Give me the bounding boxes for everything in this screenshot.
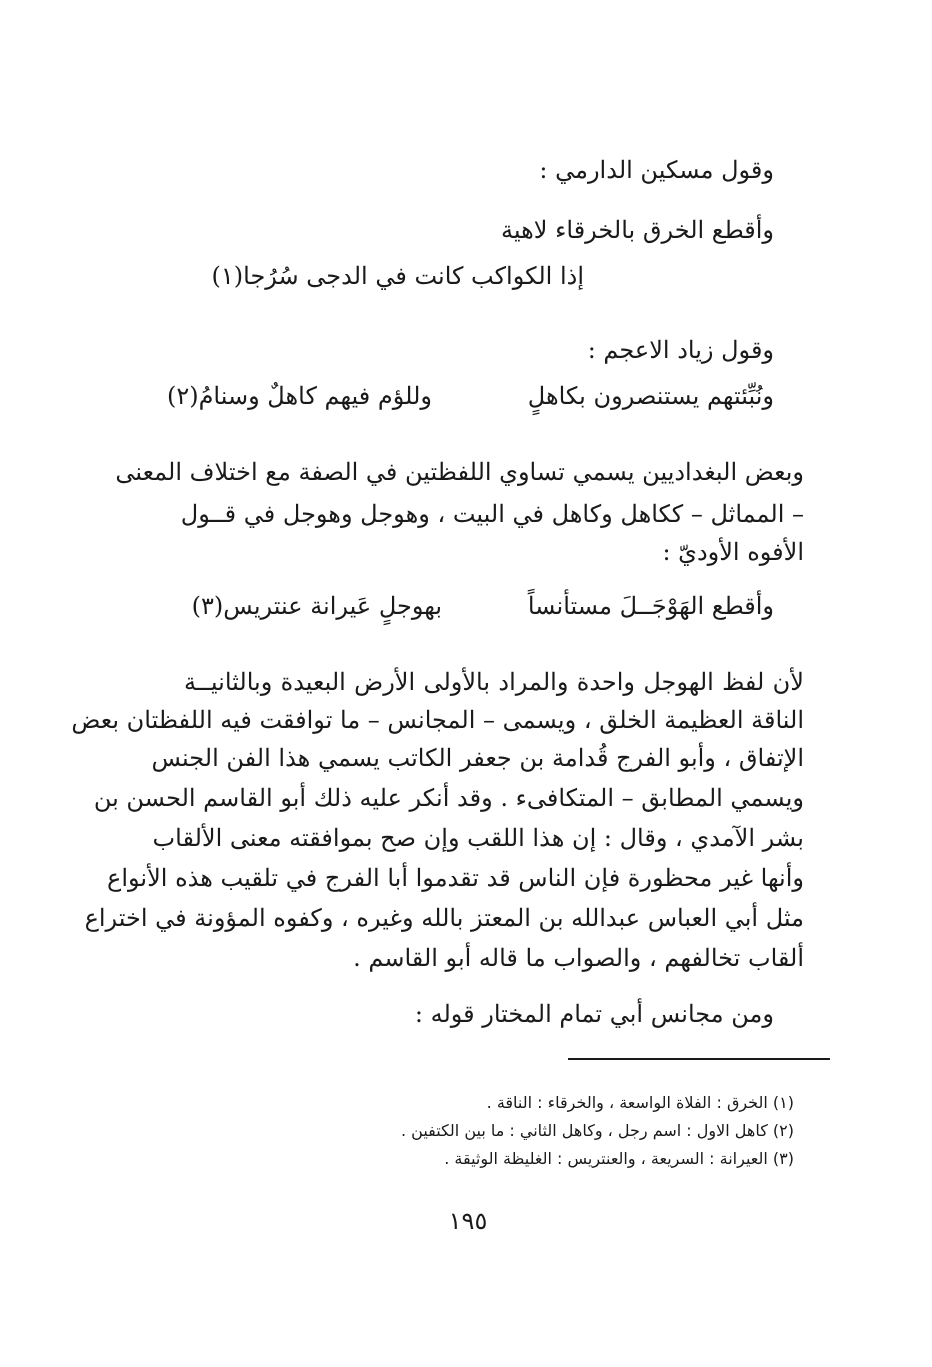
- paragraph-line: – المماثل – ككاهل وكاهل في البيت ، وهوجل وهوجل في قــول: [180, 500, 804, 528]
- footnote-3: (٣) العيرانة : السريعة ، والعنتريس : الغليظة الوثيقة .: [444, 1149, 794, 1168]
- abu-tammam-intro: ومن مجانس أبي تمام المختار قوله :: [414, 1000, 774, 1028]
- paragraph-line: الإتفاق ، وأبو الفرج قُدامة بن جعفر الكاتب يسمي هذا الفن الجنس: [151, 744, 804, 772]
- paragraph-line: بشر الآمدي ، وقال : إن هذا اللقب وإن صح بموافقته معنى الألقاب: [152, 824, 804, 852]
- paragraph-line: ألقاب تخالفهم ، والصواب ما قاله أبو القاسم .: [353, 944, 804, 972]
- paragraph-line: مثل أبي العباس عبدالله بن المعتز بالله وغيره ، وكفوه المؤونة في اختراع: [84, 904, 804, 932]
- footnote-divider: [568, 1058, 830, 1060]
- paragraph-line: ويسمي المطابق – المتكافىء . وقد أنكر عليه ذلك أبو القاسم الحسن بن: [93, 784, 804, 812]
- paragraph-line: وأنها غير محظورة فإن الناس قد تقدموا أبا الفرج في تلقيب هذه الأنواع: [107, 864, 804, 892]
- verse-line-second-hemistich: إذا الكواكب كانت في الدجى سُرُجا(١): [211, 262, 584, 290]
- paragraph-line: الناقة العظيمة الخلق ، ويسمى – المجانس – ما توافقت فيه اللفظتان بعض: [71, 706, 804, 734]
- page-number: ١٩٥: [448, 1207, 488, 1235]
- verse-afwah-first-hemistich: وأقطع الهَوْجَــلَ مستأنساً: [527, 592, 774, 620]
- verse-ziyad-second-hemistich: وللؤم فيهم كاهلٌ وسنامُ(٢): [166, 382, 432, 410]
- footnote-2: (٢) كاهل الاول : اسم رجل ، وكاهل الثاني : ما بين الكتفين .: [400, 1121, 794, 1140]
- verse-intro-ziyad: وقول زياد الاعجم :: [587, 336, 774, 364]
- paragraph-line: الأفوه الأوديّ :: [662, 538, 804, 566]
- verse-afwah-second-hemistich: بهوجلٍ عَيرانة عنتريس(٣): [191, 592, 442, 620]
- paragraph-line: وبعض البغداديين يسمي تساوي اللفظتين في الصفة مع اختلاف المعنى: [115, 458, 804, 486]
- verse-line-first-hemistich: وأقطع الخرق بالخرقاء لاهية: [501, 216, 774, 244]
- paragraph-line: لأن لفظ الهوجل واحدة والمراد بالأولى الأرض البعيدة وبالثانيــة: [184, 668, 804, 696]
- verse-ziyad-first-hemistich: ونُبِّئتهم يستنصرون بكاهلٍ: [527, 382, 774, 410]
- verse-intro-miskin: وقول مسكين الدارمي :: [539, 156, 774, 184]
- footnote-1: (١) الخرق : الفلاة الواسعة ، والخرقاء : الناقة .: [486, 1093, 794, 1112]
